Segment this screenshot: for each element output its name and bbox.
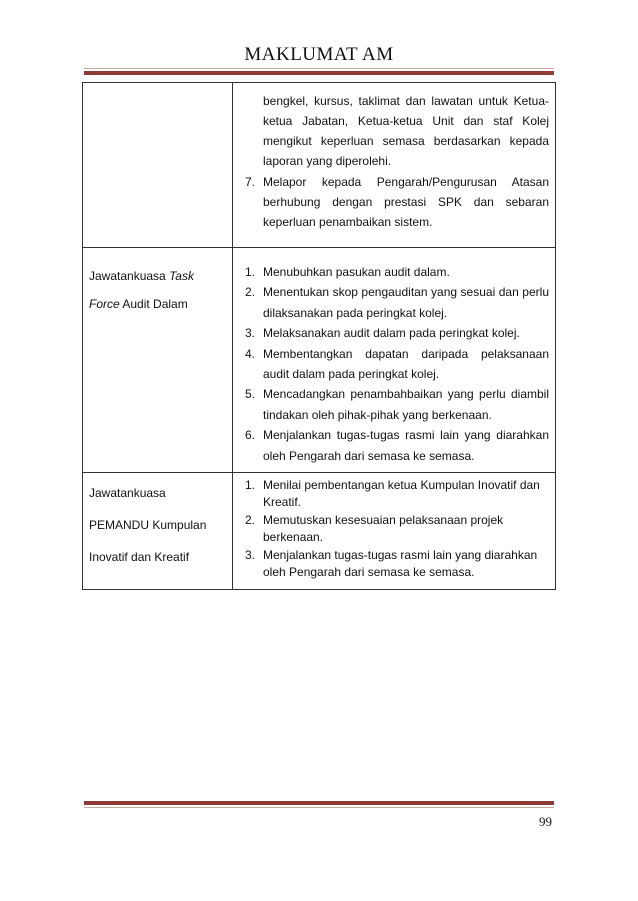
table-row <box>83 473 556 590</box>
duties-list <box>237 477 549 581</box>
committee-name-line: Jawatankuasa <box>89 486 166 500</box>
item-text: Menjalankan tugas-tugas rasmi lain yang diarahkan oleh Pengarah dari semasa ke semasa. <box>263 428 549 463</box>
committee-name-line: Jawatankuasa Task <box>89 269 194 283</box>
committee-name-cell <box>83 473 233 590</box>
list-item <box>237 172 549 232</box>
item-number: 7. <box>244 174 255 189</box>
duties-cell <box>233 248 556 473</box>
list-item <box>237 323 549 343</box>
list-item <box>237 282 549 323</box>
footer-rule-thin <box>84 807 554 808</box>
item-number: 3. <box>244 547 255 562</box>
list-item <box>237 262 549 282</box>
item-text: Mencadangkan penambahbaikan yang perlu diambil tindakan oleh pihak-pihak yang berkenaan. <box>263 387 549 422</box>
item-text: Menentukan skop pengauditan yang sesuai dan perlu dilaksanakan pada peringkat kolej. <box>263 285 549 320</box>
committee-name-cell <box>83 83 233 248</box>
item-text: Menubuhkan pasukan audit dalam. <box>263 265 450 279</box>
item-number: 1. <box>244 478 255 492</box>
item-text: Menilai pembentangan ketua Kumpulan Inovatif dan Kreatif. <box>263 478 540 510</box>
duties-list <box>237 262 549 466</box>
item-number: 3. <box>244 326 255 341</box>
duties-list <box>237 172 549 232</box>
duties-cell <box>233 473 556 590</box>
page-header-title: MAKLUMAT AM <box>244 44 394 65</box>
table-row <box>83 248 556 473</box>
item-text: Menjalankan tugas-tugas rasmi lain yang diarahkan oleh Pengarah dari semasa ke semasa. <box>263 547 538 579</box>
item-text: Membentangkan dapatan daripada pelaksanaan audit dalam pada peringkat kolej. <box>263 346 549 381</box>
item-number: 6. <box>244 428 255 443</box>
list-item <box>237 425 549 466</box>
committee-name-line: PEMANDU Kumpulan <box>89 518 207 532</box>
footer-rule-thick <box>84 801 554 805</box>
list-item <box>237 384 549 425</box>
page-number: 99 <box>539 814 552 829</box>
committee-name-line: Force Audit Dalam <box>89 297 188 311</box>
table-row <box>83 83 556 248</box>
item-number: 5. <box>244 387 255 402</box>
item-number: 2. <box>244 512 255 527</box>
item-number: 4. <box>244 346 255 361</box>
header-rule-thick <box>84 71 554 75</box>
list-item <box>237 477 549 512</box>
header-rule-thin <box>84 68 554 69</box>
item-text: Memutuskan kesesuaian pelaksanaan projek berkenaan. <box>263 512 504 545</box>
item-number: 1. <box>244 265 255 279</box>
list-item <box>237 344 549 385</box>
committee-table <box>82 82 556 590</box>
committee-name-line: Inovatif dan Kreatif <box>89 550 190 564</box>
committee-name-cell <box>83 248 233 473</box>
item-text: Melapor kepada Pengarah/Pengurusan Atasan berhubung dengan prestasi SPK dan sebaran keperluan penambaikan sistem. <box>263 174 549 229</box>
list-item <box>237 547 549 582</box>
duties-cell <box>233 83 556 248</box>
item-text: Melaksanakan audit dalam pada peringkat kolej. <box>263 326 520 341</box>
duty-continuation-text: bengkel, kursus, taklimat dan lawatan untuk Ketua-ketua Jabatan, Ketua-ketua Unit dan staf Kolej mengikut keperluan semasa berdasarkan kepada laporan yang diperolehi. <box>263 94 549 169</box>
item-number: 2. <box>244 285 255 300</box>
list-item <box>237 512 549 547</box>
